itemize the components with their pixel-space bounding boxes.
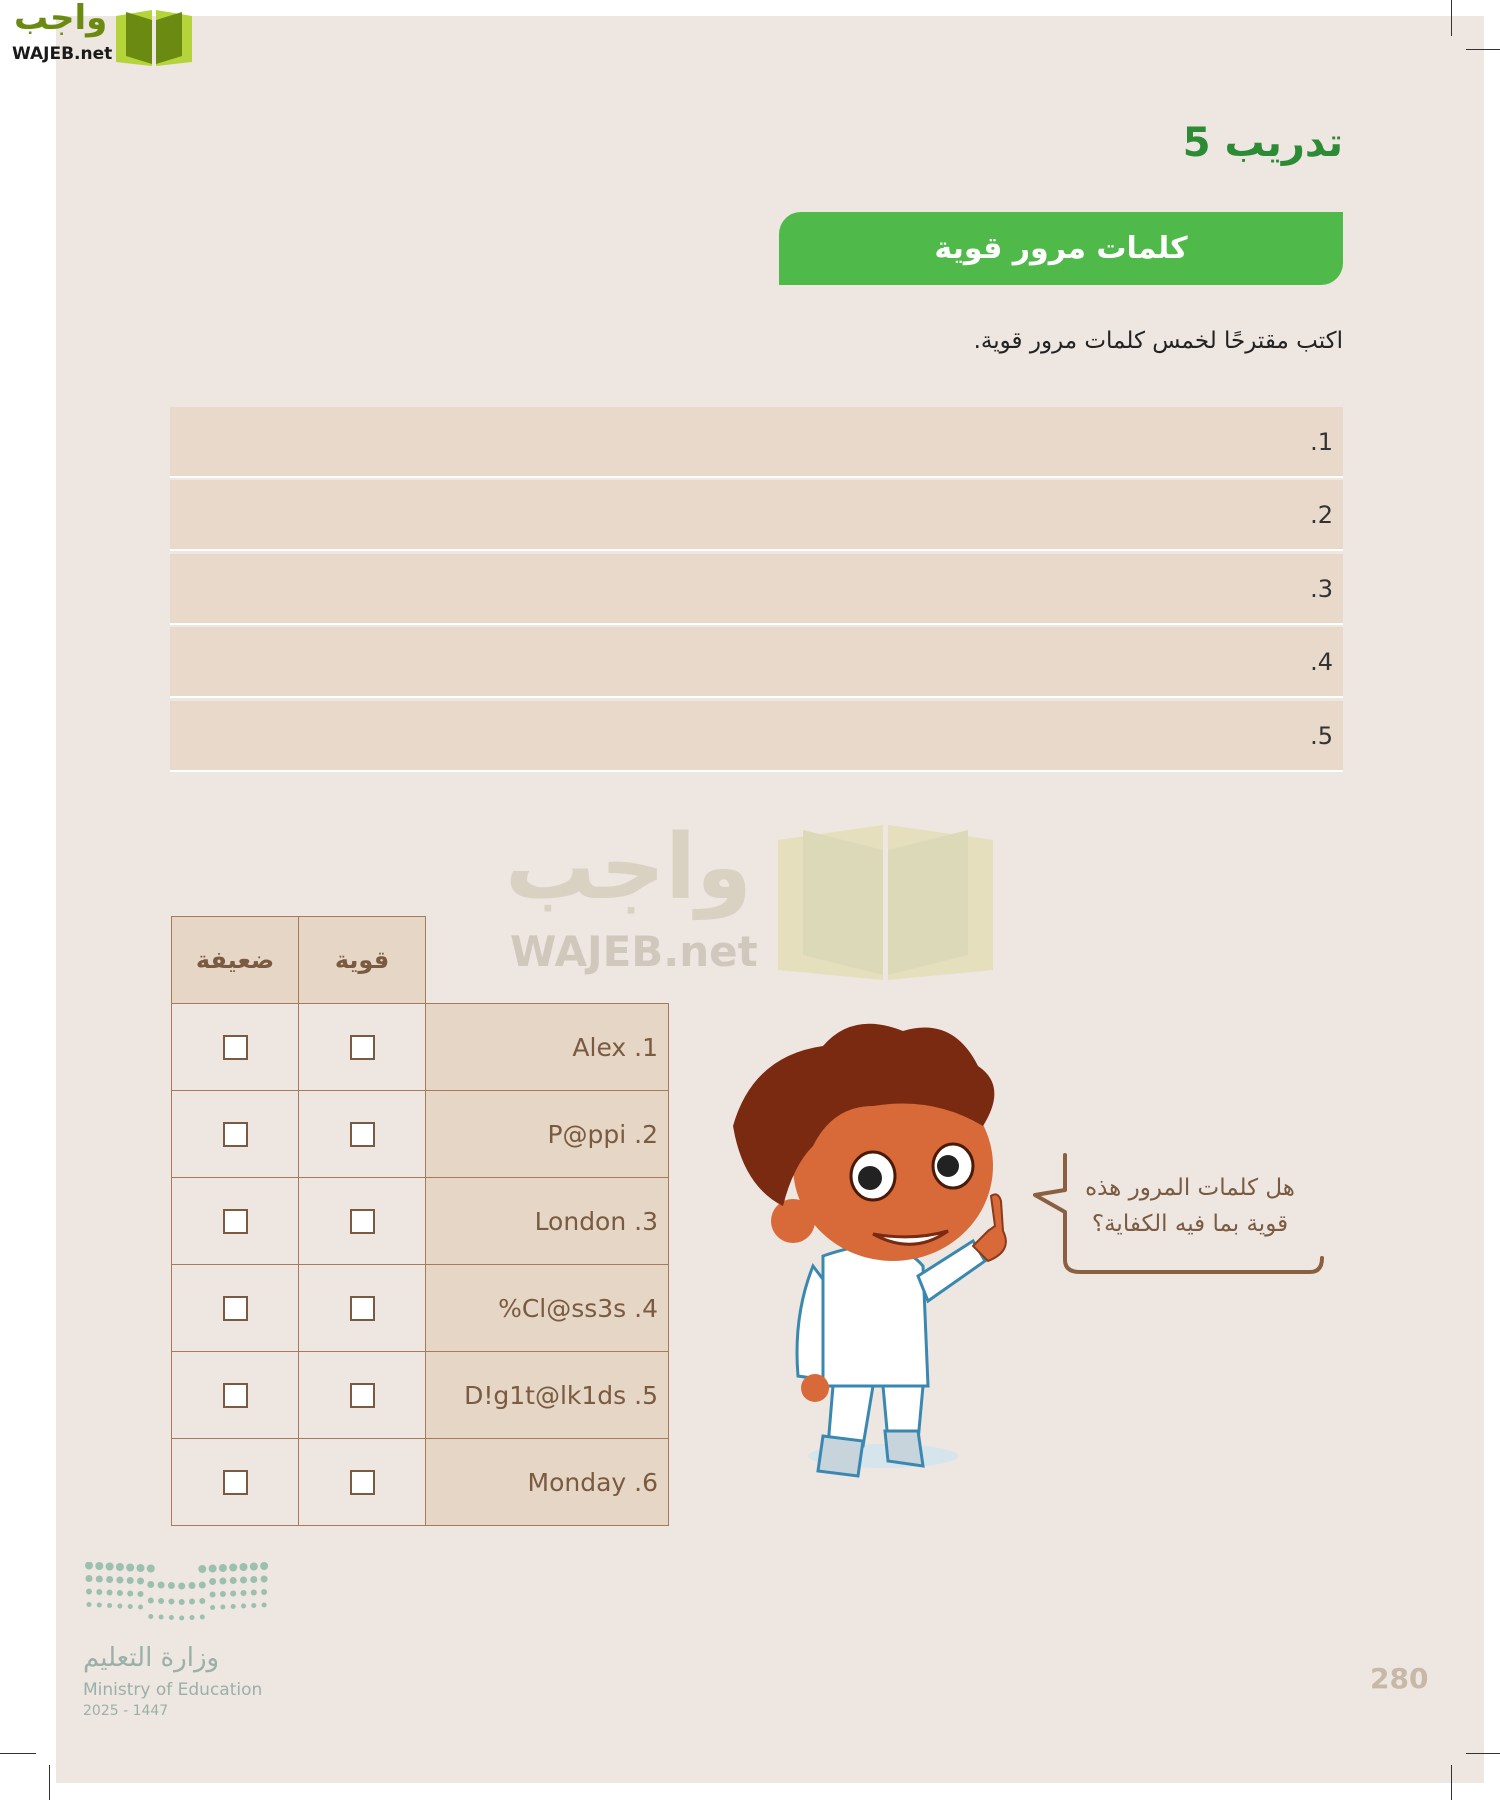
answer-line[interactable] [170,407,1343,478]
crop-mark [1451,0,1452,36]
logo-latin: WAJEB.net [12,44,113,64]
logo-dot [127,1591,133,1597]
weak-checkbox[interactable] [223,1122,248,1147]
logo-dot [86,1575,93,1582]
weak-cell [171,1264,299,1352]
logo-dot [147,1581,154,1588]
speech-bubble-text [1070,1170,1310,1242]
logo-dot [251,1603,256,1608]
strong-checkbox[interactable] [350,1209,375,1234]
line-number: 1. [1310,427,1333,456]
logo-dot [199,1582,206,1589]
strong-checkbox[interactable] [350,1296,375,1321]
logo-dot [116,1563,124,1571]
page-number: 280 [1370,1662,1429,1695]
logo-dot [158,1598,164,1604]
logo-dot [106,1563,114,1571]
logo-dot [261,1576,268,1583]
password-label-cell [425,1351,669,1439]
logo-dot [189,1599,195,1605]
weak-cell [171,1003,299,1091]
line-number: 4. [1310,647,1333,676]
logo-dot [116,1577,123,1584]
logo-dot [209,1565,217,1573]
answer-line[interactable] [170,701,1343,772]
answer-line[interactable] [170,627,1343,698]
exercise-title: تدريب 5 [1182,120,1343,166]
logo-dot [148,1614,153,1619]
weak-cell [171,1438,299,1526]
logo-dot [190,1615,195,1620]
ministry-english: Ministry of Education [83,1680,263,1700]
logo-dot [199,1598,205,1604]
logo-dot [179,1616,184,1621]
bubble-line-2: قوية بما فيه الكفاية؟ [1091,1211,1289,1237]
instruction-text: اكتب مقترحًا لخمس كلمات مرور قوية. [973,328,1343,354]
logo-dot [262,1603,267,1608]
line-number: 2. [1310,500,1333,529]
logo-dot [85,1562,93,1570]
logo-dot [127,1577,134,1584]
logo-dot [148,1598,154,1604]
logo-dot [219,1564,227,1572]
logo-dot [250,1563,258,1571]
logo-dot [138,1591,144,1597]
logo-dot [230,1591,236,1597]
banner-text: كلمات مرور قوية [934,231,1188,266]
logo-dot [231,1604,236,1609]
strong-cell [298,1090,426,1178]
logo-dot [138,1605,143,1610]
strong-checkbox[interactable] [350,1122,375,1147]
ministry-arabic: وزارة التعليم [83,1643,220,1673]
logo-dot [117,1604,122,1609]
logo-dot [251,1590,257,1596]
weak-checkbox[interactable] [223,1209,248,1234]
password-label: Monday .6 [527,1467,658,1497]
logo-dot [179,1599,185,1605]
crop-mark [1451,1765,1452,1800]
line-number: 5. [1310,721,1333,750]
ministry-logo-dots [83,1562,268,1626]
password-label: P@ppi .2 [547,1119,658,1149]
weak-checkbox[interactable] [223,1470,248,1495]
logo-dot [158,1582,165,1589]
logo-dot [106,1576,113,1583]
header-strong-text: قوية [334,946,390,974]
password-label-cell [425,1438,669,1526]
crop-mark [0,1753,36,1754]
logo-dot [189,1582,196,1589]
answer-line[interactable] [170,480,1343,551]
watermark-latin: WAJEB.net [510,927,758,976]
header-weak-text: ضعيفة [195,946,275,974]
password-label: Alex .1 [572,1032,658,1062]
logo-dot [229,1564,237,1572]
password-label: D!g1t@lk1ds .5 [464,1380,658,1410]
logo-dot [168,1599,174,1605]
password-label-cell [425,1264,669,1352]
answer-line[interactable] [170,554,1343,625]
logo-dot [86,1589,92,1595]
logo-dot [126,1564,134,1572]
logo-dot [210,1605,215,1610]
line-number: 3. [1310,574,1333,603]
boy-character-illustration [723,1016,1053,1496]
logo-dot [261,1589,267,1595]
weak-checkbox[interactable] [223,1035,248,1060]
logo-dot [210,1592,216,1598]
strong-checkbox[interactable] [350,1470,375,1495]
logo-dot [95,1562,103,1570]
logo-dot [107,1590,113,1596]
logo-dot [159,1615,164,1620]
logo-dot [260,1562,268,1570]
logo-dot [168,1582,175,1589]
header-weak [171,916,299,1004]
logo-dot [219,1578,226,1585]
password-label-cell [425,1090,669,1178]
logo-dot [240,1563,248,1571]
weak-cell [171,1090,299,1178]
strong-cell [298,1177,426,1265]
password-label: London .3 [534,1206,658,1236]
weak-checkbox[interactable] [223,1296,248,1321]
strong-checkbox[interactable] [350,1383,375,1408]
logo-dot [220,1605,225,1610]
ministry-year: 2025 - 1447 [83,1703,169,1719]
watermark-book-icon [773,815,998,985]
logo-dot [97,1603,102,1608]
logo-dot [250,1576,257,1583]
header-strong [298,916,426,1004]
logo-dot [209,1578,216,1585]
logo-dot [169,1615,174,1620]
password-label-cell [425,1003,669,1091]
strong-cell [298,1264,426,1352]
weak-cell [171,1351,299,1439]
logo-dot [117,1590,123,1596]
strong-cell [298,1351,426,1439]
logo-dot [137,1578,144,1585]
crop-mark [1466,49,1500,50]
watermark-arabic: واجب [505,815,752,920]
password-label-cell [425,1177,669,1265]
logo-dot [220,1591,226,1597]
logo-dot [241,1604,246,1609]
book-icon [114,6,194,68]
logo-dot [96,1589,102,1595]
section-banner [779,212,1343,285]
password-label: %Cl@ss3s .4 [498,1293,658,1323]
logo-dot [241,1590,247,1596]
logo-arabic: واجب [14,0,108,38]
logo-dot [178,1583,185,1590]
weak-cell [171,1177,299,1265]
logo-dot [128,1604,133,1609]
logo-dot [200,1615,205,1620]
logo-dot [198,1565,206,1573]
strong-cell [298,1438,426,1526]
weak-checkbox[interactable] [223,1383,248,1408]
watermark [505,815,1005,985]
strong-cell [298,1003,426,1091]
wajeb-logo[interactable] [8,0,192,70]
logo-dot [240,1577,247,1584]
bubble-line-1: هل كلمات المرور هذه [1085,1175,1295,1201]
logo-dot [137,1564,145,1572]
crop-mark [1466,1753,1500,1754]
logo-dot [107,1603,112,1608]
logo-dot [96,1576,103,1583]
strong-checkbox[interactable] [350,1035,375,1060]
logo-dot [147,1565,155,1573]
logo-dot [87,1602,92,1607]
logo-dot [230,1577,237,1584]
crop-mark [49,1765,50,1800]
